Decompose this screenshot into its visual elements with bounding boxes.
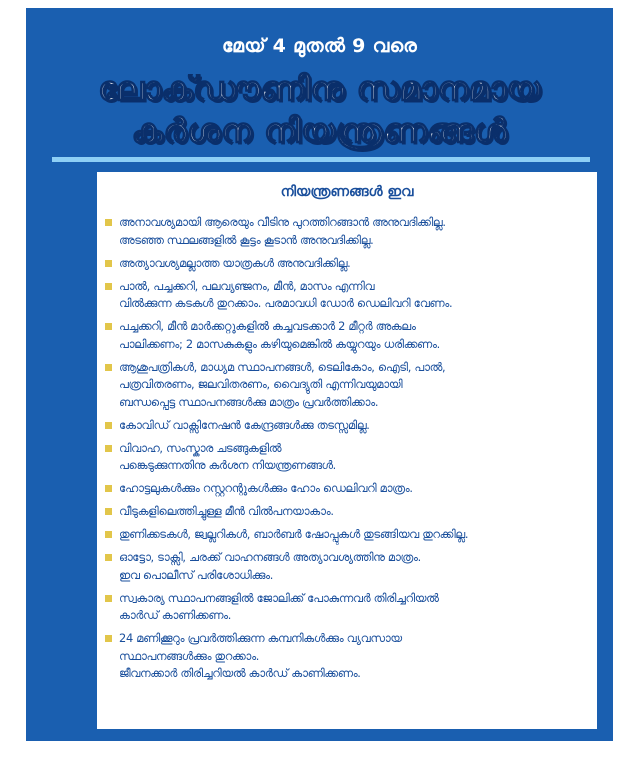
list-item-line: അടഞ്ഞ സ്ഥലങ്ങളിൽ കൂട്ടം കൂടാൻ അനുവദിക്കില്ല. <box>119 232 374 247</box>
headline-line-1: ലോക്ഡൗണിനു സമാനമായ <box>98 69 541 108</box>
list-item-line: വീടുകളിലെത്തിച്ചുള്ള മീൻ വിൽപനയാകാം. <box>119 504 334 518</box>
square-bullet-icon <box>105 219 112 226</box>
list-item-line: ഹോട്ടലുകൾക്കും റസ്റ്ററന്റുകൾക്കും ഹോം ഡെലിവറി മാത്രം. <box>119 481 413 495</box>
square-bullet-icon <box>105 422 112 429</box>
list-item-line: വിവാഹ, സംസ്കാര ചടങ്ങുകളിൽ <box>119 440 282 455</box>
square-bullet-icon <box>105 323 112 330</box>
list-item-line: സ്ഥാപനങ്ങൾക്കും തുറക്കാം. <box>119 648 260 663</box>
list-item-line: പങ്കെടുക്കുന്നതിനു കർശന നിയന്ത്രണങ്ങൾ. <box>119 458 336 472</box>
square-bullet-icon <box>105 485 112 492</box>
square-bullet-icon <box>105 635 112 642</box>
panel-heading: നിയന്ത്രണങ്ങൾ ഇവ <box>280 184 414 200</box>
square-bullet-icon <box>105 364 112 371</box>
list-item <box>105 630 591 683</box>
list-item <box>105 549 591 584</box>
list-item <box>105 440 591 475</box>
restrictions-list <box>105 214 591 688</box>
list-item <box>105 359 591 412</box>
list-item-line: പച്ചക്കറി, മീൻ മാർക്കറ്റുകളിൽ കച്ചവടക്കാർ 2 മീറ്റർ അകലം <box>119 319 416 333</box>
list-item <box>105 590 591 625</box>
list-item <box>105 526 591 544</box>
list-item-line: പാലിക്കണം; 2 മാസകുകളും കഴിയുമെങ്കിൽ കയ്യുറയും ധരിക്കണം. <box>119 336 440 351</box>
list-item-line: പത്രവിതരണം, ജലവിതരണം, വൈദ്യുതി എന്നിവയുമായി <box>119 377 403 391</box>
list-item <box>105 214 591 249</box>
square-bullet-icon <box>105 531 112 538</box>
square-bullet-icon <box>105 260 112 267</box>
list-item-line: ബന്ധപ്പെട്ട സ്ഥാപനങ്ങൾക്കു മാത്രം പ്രവർത്തിക്കാം. <box>119 394 379 409</box>
list-item <box>105 255 591 273</box>
headline-line-2: കർശന നിയന്ത്രണങ്ങൾ <box>131 111 508 150</box>
list-item <box>105 480 591 498</box>
list-item <box>105 503 591 521</box>
list-item-line: കോവിഡ് വാക്സിനേഷൻ കേന്ദ്രങ്ങൾക്കു തടസ്സമില്ല. <box>119 417 370 432</box>
list-item-line: സ്വകാര്യ സ്ഥാപനങ്ങളിൽ ജോലിക്ക് പോകുന്നവർ തിരിച്ചറിയൽ <box>119 590 439 605</box>
divider-rule <box>52 157 590 162</box>
restrictions-panel <box>97 172 597 729</box>
list-item-line: കാർഡ് കാണിക്കണം. <box>119 608 232 622</box>
list-item-line: ആശുപത്രികൾ, മാധ്യമ സ്ഥാപനങ്ങൾ, ടെലികോം, ഐടി, പാൽ, <box>119 359 446 374</box>
list-item <box>105 417 591 435</box>
date-line: മേയ് 4 മുതൽ 9 വരെ <box>221 35 418 57</box>
list-item <box>105 318 591 353</box>
list-item-line: അത്യാവശ്യമല്ലാത്ത യാത്രകൾ അനുവദിക്കില്ല. <box>119 255 351 270</box>
list-item-line: ഇവ പൊലീസ് പരിശോധിക്കും. <box>119 567 274 582</box>
list-item-line: ജീവനക്കാർ തിരിച്ചറിയൽ കാർഡ് കാണിക്കണം. <box>119 666 361 680</box>
square-bullet-icon <box>105 283 112 290</box>
square-bullet-icon <box>105 595 112 602</box>
list-item-line: ഓട്ടോ, ടാക്സി, ചരക്ക് വാഹനങ്ങൾ അത്യാവശ്യത്തിനു മാത്രം. <box>119 550 421 564</box>
poster <box>26 8 613 741</box>
square-bullet-icon <box>105 554 112 561</box>
list-item <box>105 278 591 313</box>
list-item-line: പാൽ, പച്ചക്കറി, പലവ്യഞ്ജനം, മീൻ, മാസം എന്നിവ <box>119 278 375 293</box>
list-item-line: തുണിക്കടകൾ, ജ്വല്ലറികൾ, ബാർബർ ഷോപ്പുകൾ തുടങ്ങിയവ തുറക്കില്ല. <box>119 527 469 541</box>
square-bullet-icon <box>105 508 112 515</box>
list-item-line: വിൽക്കുന്ന കടകൾ തുറക്കാം. പരമാവധി ഡോർ ഡെലിവറി വേണം. <box>119 296 453 310</box>
list-item-line: അനാവശ്യമായി ആരെയും വീടിനു പുറത്തിറങ്ങാൻ അനുവദിക്കില്ല. <box>119 215 446 229</box>
square-bullet-icon <box>105 445 112 452</box>
list-item-line: 24 മണിക്കൂറും പ്രവർത്തിക്കുന്ന കമ്പനികൾക്കും വ്യവസായ <box>119 631 402 645</box>
